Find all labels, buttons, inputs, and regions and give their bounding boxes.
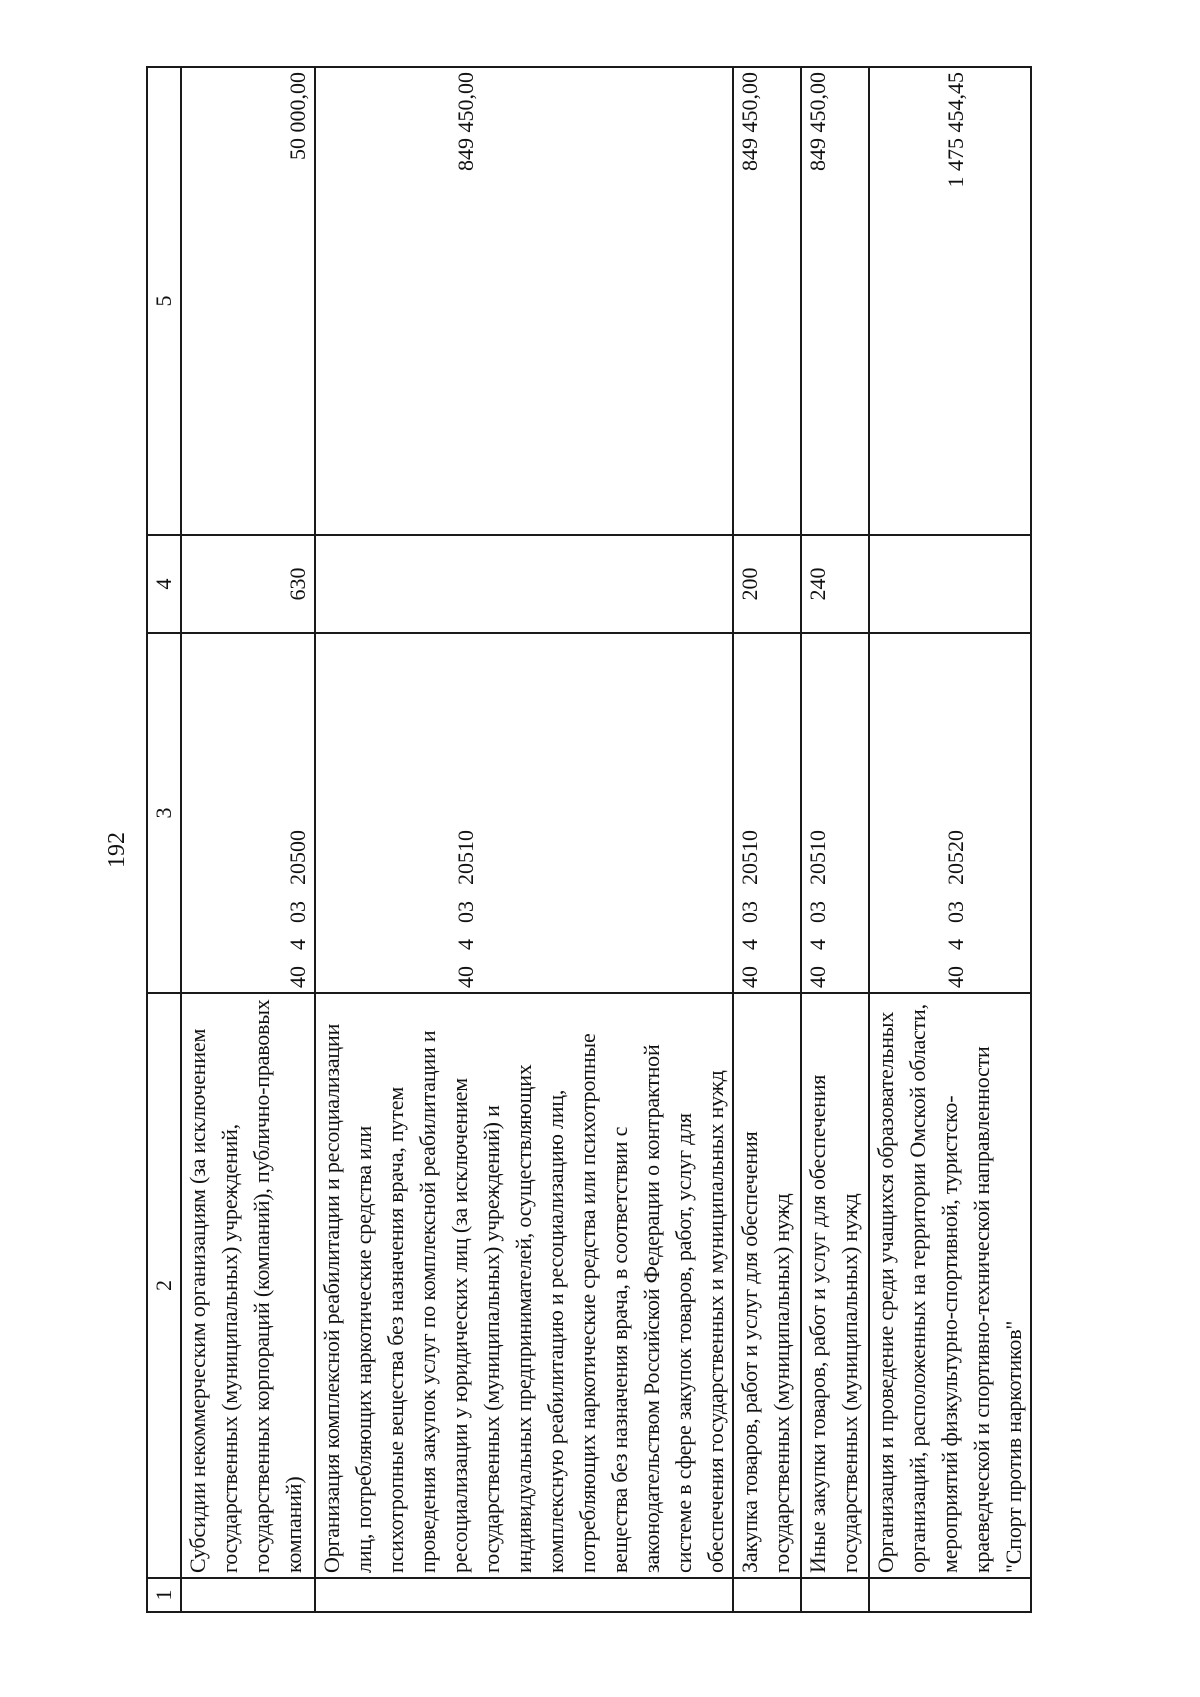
code-part: 03 [285,901,310,923]
code-part: 4 [453,939,478,950]
code-part: 4 [943,939,968,950]
row-number-cell [315,1578,733,1612]
code-part: 4 [805,939,830,950]
kind-cell: 630 [181,535,315,633]
description-cell: Иные закупки товаров, работ и услуг для обеспечения государственных (муниципальных) нужд [801,993,869,1578]
code-cell [181,633,315,993]
header-col-5: 5 [147,67,181,535]
row-number-cell [733,1578,801,1612]
code-part: 4 [285,939,310,950]
code-part: 4 [737,939,762,950]
header-col-1: 1 [147,1578,181,1612]
code-part: 40 [943,966,968,988]
amount-cell: 50 000,00 [181,67,315,535]
code-part: 40 [737,966,762,988]
code-part: 40 [285,966,310,988]
code-part: 20520 [943,830,968,885]
table-viewport [146,68,1026,1613]
amount-cell: 849 450,00 [315,67,733,535]
header-col-2: 2 [147,993,181,1578]
table-rotator [146,68,1026,1613]
table-row [801,67,869,1612]
table-row [181,67,315,1612]
kind-cell [315,535,733,633]
table-row [733,67,801,1612]
description-cell: Организация комплексной реабилитации и ресоциализации лиц, потребляющих наркотические средства или психотропные вещества без назначения врача, путем проведения закупок услуг по комплексной реабилитации и ресоциализации у юридических лиц (за исключением государственных (муниципальных) учреждений) и индивидуальных предпринимателей, осуществляющих комплексную реабилитацию и ресоциализацию лиц, потребляющих наркотические средства или психотропные вещества без назначения врача, в соответствии с законодательством Российской Федерации о контрактной системе в сфере закупок товаров, работ, услуг для обеспечения государственных и муниципальных нужд [315,993,733,1578]
code-part: 03 [453,901,478,923]
row-number-cell [801,1578,869,1612]
kind-cell: 200 [733,535,801,633]
code-cell [733,633,801,993]
header-col-3: 3 [147,633,181,993]
code-part: 20500 [285,830,310,885]
code-part: 03 [805,901,830,923]
code-cell [801,633,869,993]
header-col-4: 4 [147,535,181,633]
code-part: 03 [943,901,968,923]
budget-table [146,66,1032,1613]
kind-cell [869,535,1031,633]
code-part: 40 [805,966,830,988]
table-row [869,67,1031,1612]
code-part: 20510 [737,830,762,885]
amount-cell: 849 450,00 [733,67,801,535]
amount-cell: 849 450,00 [801,67,869,535]
description-cell: Субсидии некоммерческим организациям (за исключением государственных (муниципальных) учреждений, государственных корпораций (компаний), публично-правовых компаний) [181,993,315,1578]
code-part: 20510 [805,830,830,885]
code-cell [869,633,1031,993]
amount-cell: 1 475 454,45 [869,67,1031,535]
code-part: 40 [453,966,478,988]
table-row [315,67,733,1612]
row-number-cell [869,1578,1031,1612]
code-part: 20510 [453,830,478,885]
row-number-cell [181,1578,315,1612]
code-cell [315,633,733,993]
code-part: 03 [737,901,762,923]
description-cell: Организация и проведение среди учащихся образовательных организаций, расположенных на территории Омской области, мероприятий физкультурно-спортивной, туристско-краеведческой и спортивно-технической направленности "Спорт против наркотиков" [869,993,1031,1578]
kind-cell: 240 [801,535,869,633]
description-cell: Закупка товаров, работ и услуг для обеспечения государственных (муниципальных) нужд [733,993,801,1578]
header-row [147,67,181,1612]
page-number: 192 [104,832,130,868]
